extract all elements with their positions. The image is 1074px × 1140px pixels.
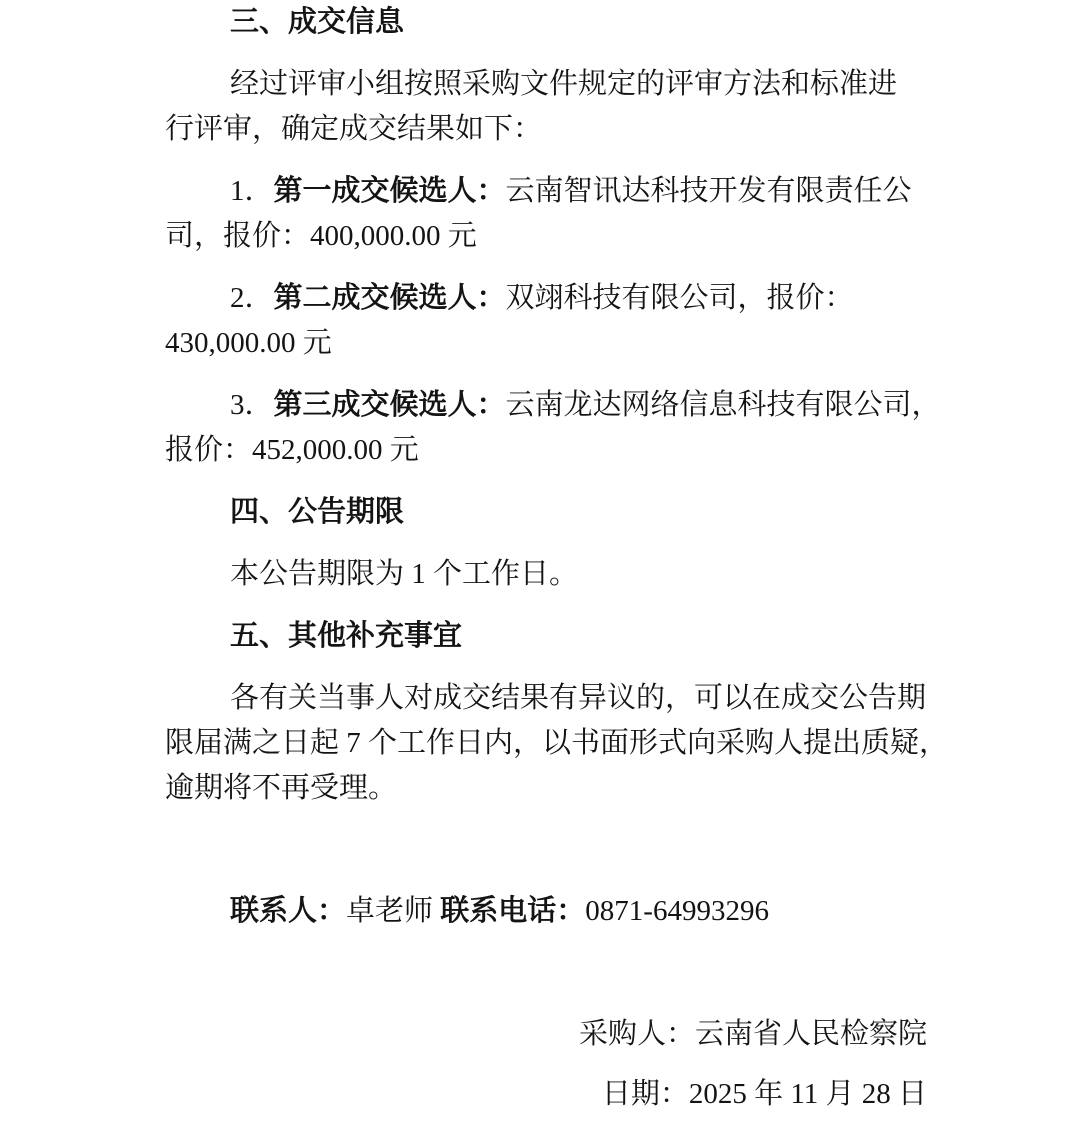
contact-person-label: 联系人： — [230, 895, 347, 927]
candidate-2-label: 第二成交候选人： — [273, 282, 506, 314]
section-deal-info — [165, 0, 1074, 45]
announcement-period-text: 本公告期限为 1 个工作日。 — [230, 558, 579, 590]
section-announcement-period — [165, 490, 1074, 535]
candidate-2 — [165, 276, 1074, 366]
candidate-2-text: 双翊科技有限公司，报价： — [505, 282, 854, 314]
candidate-2-number: 2． — [230, 282, 274, 314]
other-matters-line-3: 逾期将不再受理。 — [165, 772, 398, 804]
candidate-1-text: 云南智讯达科技开发有限责任公 — [505, 175, 912, 207]
other-matters-line-1: 各有关当事人对成交结果有异议的，可以在成交公告期 — [230, 682, 927, 714]
deal-info-intro-line-1: 经过评审小组按照采购文件规定的评审方法和标准进 — [230, 68, 898, 100]
candidate-3 — [165, 383, 1074, 473]
contact-person-name: 卓老师 — [346, 895, 441, 927]
candidate-3-line-2: 报价：452,000.00 元 — [165, 434, 419, 466]
candidate-3-text: 云南龙达网络信息科技有限公司， — [505, 389, 941, 421]
candidate-3-line-1 — [165, 383, 1074, 428]
candidate-1-number: 1． — [230, 175, 274, 207]
other-matters-line-2: 限届满之日起 7 个工作日内，以书面形式向采购人提出质疑， — [165, 727, 949, 759]
deal-info-heading: 三、成交信息 — [230, 6, 405, 38]
candidate-3-label: 第三成交候选人： — [273, 389, 506, 421]
candidate-1 — [165, 169, 1074, 259]
candidate-1-line-2: 司，报价：400,000.00 元 — [165, 220, 477, 252]
contact-phone-number: 0871-64993296 — [585, 895, 769, 927]
section-other-matters — [165, 614, 1074, 659]
signature-buyer: 采购人：云南省人民检察院 — [578, 1018, 927, 1050]
announcement-period-body — [165, 552, 1074, 597]
candidate-2-line-2: 430,000.00 元 — [165, 327, 332, 359]
announcement-period-heading: 四、公告期限 — [230, 496, 405, 528]
candidate-1-line-1 — [165, 169, 1074, 214]
contact-phone-label: 联系电话： — [440, 895, 586, 927]
deal-info-intro — [165, 62, 1074, 152]
other-matters-heading: 五、其他补充事宜 — [230, 620, 463, 652]
contact-line — [165, 889, 1074, 934]
signature-date: 日期：2025 年 11 月 28 日 — [601, 1078, 927, 1110]
candidate-3-number: 3． — [230, 389, 274, 421]
candidate-1-label: 第一成交候选人： — [273, 175, 506, 207]
candidate-2-line-1 — [165, 276, 1074, 321]
deal-info-intro-line-2: 行评审，确定成交结果如下： — [165, 113, 543, 145]
contact-block — [165, 889, 1074, 934]
other-matters-body — [165, 676, 1074, 811]
